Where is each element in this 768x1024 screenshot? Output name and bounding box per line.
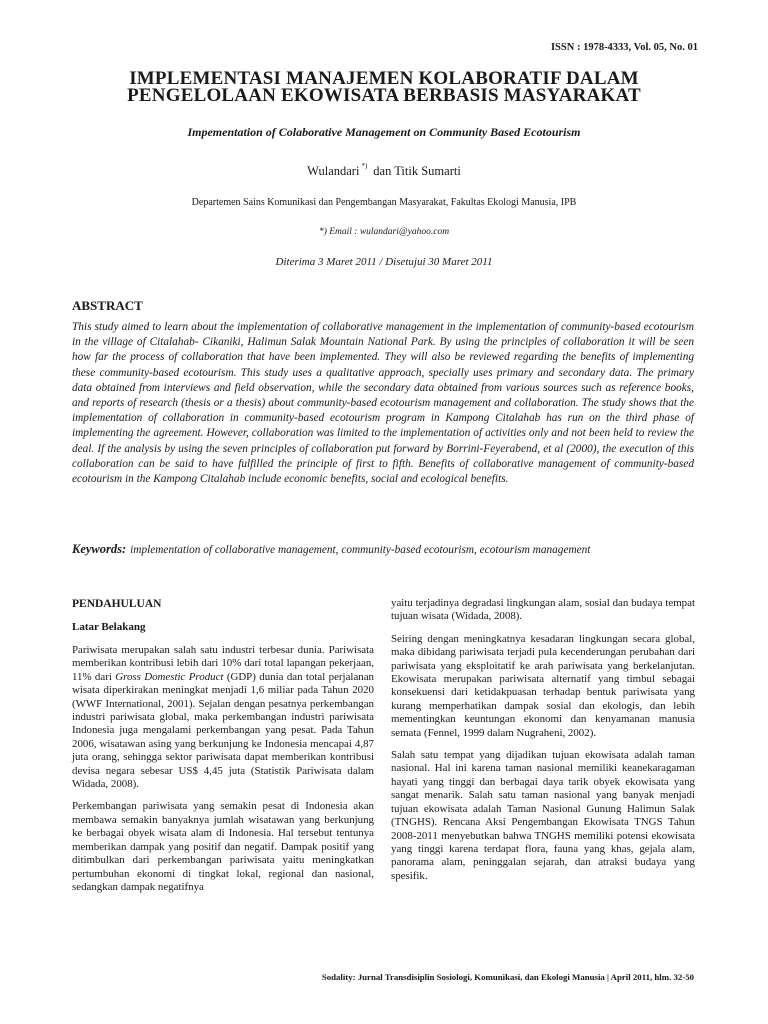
body-paragraph-3: yaitu terjadinya degradasi lingkungan alam, sosial dan budaya tempat tujuan wisata (Widada, 2008). bbox=[391, 597, 695, 623]
section-heading: PENDAHULUAN bbox=[72, 598, 162, 610]
paper-title-line-1: IMPLEMENTASI MANAJEMEN KOLABORATIF DALAM bbox=[129, 68, 639, 89]
body-paragraph-1 bbox=[72, 644, 374, 791]
issn-header: ISSN : 1978-4333, Vol. 05, No. 01 bbox=[550, 42, 698, 53]
body-paragraph-2: Perkembangan pariwisata yang semakin pesat di Indonesia akan membawa semakin banyaknya jumlah wisatawan yang berkunjung ke berbagai obyek wisata alam di Indonesia. Hal tersebut tentunya memberikan dampak yang positif dan negatif. Dampak positif yang ditimbulkan dari perkembangan pariwisata yaitu meningkatkan pertumbuhan ekonomi di tingkat lokal, regional dan nasional, sedangkan dampak negatifnya bbox=[72, 800, 374, 893]
keywords-list: implementation of collaborative management, community-based ecotourism, ecotourism management bbox=[130, 544, 591, 556]
paper-title-line-2: PENGELOLAAN EKOWISATA BERBASIS MASYARAKAT bbox=[127, 85, 641, 106]
body-paragraph-4: Seiring dengan meningkatnya kesadaran lingkungan secara global, maka dibidang pariwisata terjadi pula kecenderungan perubahan dari pariwisata yang eksploitatif ke arah pariwisata yang berkelanjutan. Ekowisata merupakan pariwisata alternatif yang timbul sebagai konsekuensi dari ketidakpuasan terhadap bentuk pariwisata yang kurang memperhatikan dampak sosial dan ekologis, dan lebih mementingkan keuntungan ekonomi dan kenyamanan manusia semata (Fennel, 1999 dalam Nugraheni, 2002). bbox=[391, 632, 695, 739]
body-paragraph-5: Salah satu tempat yang dijadikan tujuan ekowisata adalah taman nasional. Hal ini karena taman nasional memiliki keanekaragaman hayati yang tinggi dan berbagai daya tarik obyek ekowisata yang sangat menarik. Salah satu taman nasional yang banyak menjadi tujuan ekowisata adalah Taman Nasional Gunung Halimun Salak (TNGHS). Rencana Aksi Pengembangan Ekowisata TNGS Tahun 2008-2011 menyebutkan bahwa TNGHS memiliki potensi ekowisata yang tinggi karena terdapat flora, fauna yang khas, gejala alam, panorama alam, peninggalan sejarah, dan atraksi budaya yang spesifik. bbox=[391, 749, 695, 882]
abstract-text: This study aimed to learn about the implementation of collaborative management in the implementation of community-based ecotourism in the village of Citalahab- Cikaniki, Halimun Salak Mountain National Park. By using the principles of collaboration it will be seen how far the process of collaboration that have been implemented. They will also be reviewed regarding the benefits of implementing these community-based ecotourism. This study uses a qualitative approach, specially uses primary and secondary data. The primary data obtained from interviews and field observation, while the secondary data obtained from various sources such as reference books, and reports of research (thesis or a thesis) about community-based ecotourism management and collaboration. The study shows that the implementation of collaboration in community-based ecotourism program in Kampong Citalahab has run on the third phase of implementing the agreement. However, collaboration was limited to the implementation of activities only and not been held to review the deal. If the analysis by using the seven principles of collaboration put forward by Borrini-Feyerabend, et al (2000), the execution of this collaboration can be said to have fulfilled the principle of first to fifth. Benefits of collaborative management of community-based ecotourism in the Kampong Citalahab include economic benefits, social and ecological benefits. bbox=[72, 321, 694, 486]
author-mark: *) bbox=[361, 162, 368, 170]
corresponding-email: *) Email : wulandari@yahoo.com bbox=[318, 227, 450, 237]
author-rest: dan Titik Sumarti bbox=[373, 164, 461, 178]
paper-subtitle: Impementation of Colaborative Management on Community Based Ecotourism bbox=[187, 125, 581, 139]
body-paragraph-1-part-a: Pariwisata merupakan salah satu industri terbesar dunia. Pariwisata memberikan kontribusi lebih dari 10% dari total lapangan pekerjaan, 11% dari bbox=[72, 644, 374, 683]
journal-footer: Sodality: Jurnal Transdisiplin Sosiologi, Komunikasi, dan Ekologi Manusia | April 2011, hlm. 32-50 bbox=[321, 972, 694, 982]
author-line bbox=[60, 162, 708, 179]
paper-title bbox=[60, 70, 708, 104]
author-first: Wulandari bbox=[307, 164, 360, 178]
body-paragraph-1-italic: Gross Domestic Product bbox=[115, 670, 224, 683]
body-column-right bbox=[391, 597, 695, 892]
affiliation: Departemen Sains Komunikasi dan Pengembangan Masyarakat, Fakultas Ekologi Manusia, IPB bbox=[191, 197, 577, 208]
body-column-left bbox=[72, 597, 374, 903]
received-accepted-dates: Diterima 3 Maret 2011 / Disetujui 30 Maret 2011 bbox=[275, 256, 493, 268]
body-paragraph-1-part-b: (GDP) dunia dan total perjalanan wisata diperkirakan meningkat menjadi 1,6 miliar pada Tahun 2020 (WWF International, 2001). Sejalan dengan pesatnya perkembangan industri pariwisata global, maka perkembangan industri pariwisata Indonesia juga mengalami perkembangan yang pesat. Pada Tahun 2006, wisatawan asing yang berkunjung ke Indonesia mencapai 4,87 juta orang, sehingga sektor pariwisata dapat memberikan kontribusi devisa negara sebesar US$ 4,45 juta (Statistik Pariwisata dalam Widada, 2008). bbox=[72, 670, 375, 791]
subsection-heading: Latar Belakang bbox=[72, 621, 146, 633]
abstract-heading: ABSTRACT bbox=[72, 298, 143, 313]
keywords bbox=[72, 542, 694, 558]
keywords-label: Keywords: bbox=[72, 542, 127, 556]
